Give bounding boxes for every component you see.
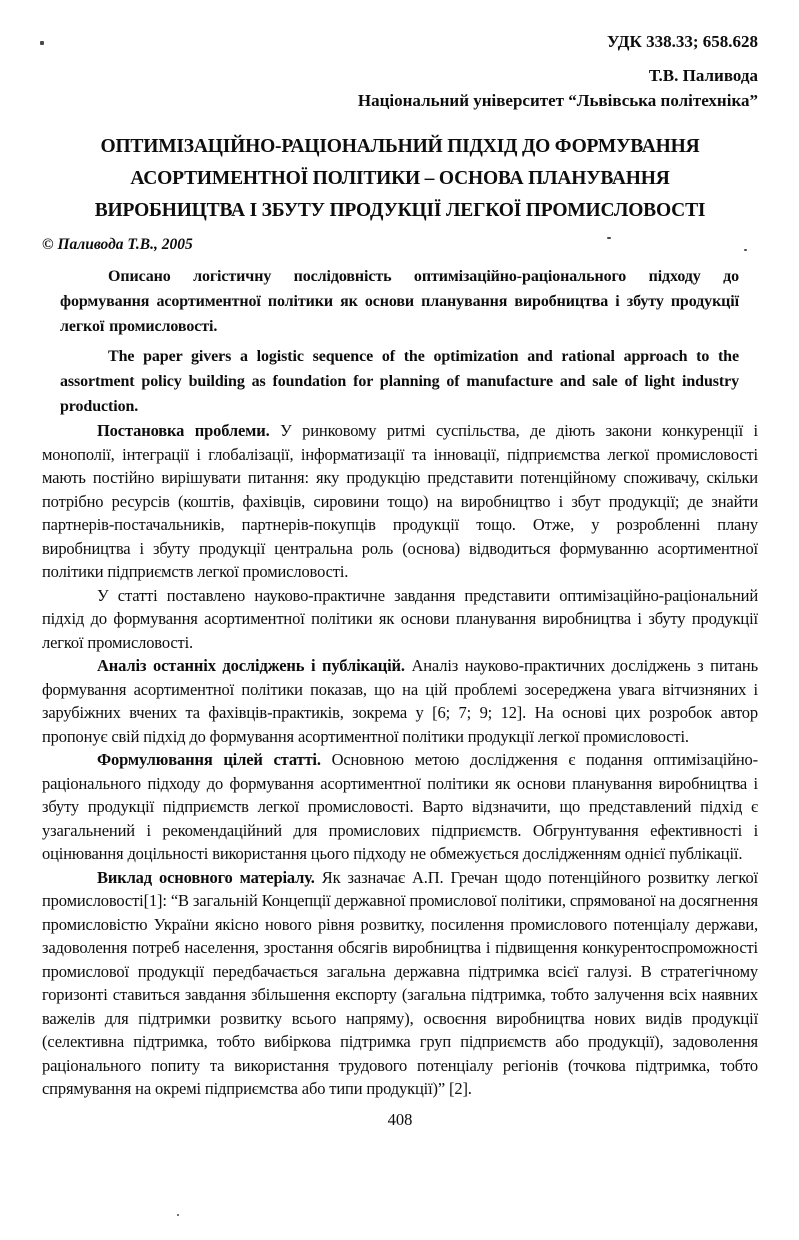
author-name: Т.В. Паливода <box>648 66 758 85</box>
page-number: 408 <box>387 1109 413 1129</box>
section-heading: Аналіз останніх досліджень і публікацій. <box>97 656 405 675</box>
paragraph-text: У ринковому ритмі суспільства, де діють закони конкуренції і монополії, інтеграції і глобалізації, інформатизації та інновації, підприємства легкої промисловості мають постійно вирішувати питання: яку продукцію представити потенційному споживачу, скільки потрібно ресурсів (коштів, фахівців, сировини тощо) на виробництво і збут продукції; де знайти партнерів-постачальників, партнерів-покупців продукції тощо. Отже, у розробленні плану виробництва і збуту продукції центральна роль (основа) відводиться формуванню асортиментної політики підприємств легкої промисловості. <box>42 421 758 581</box>
udc-code: УДК 338.33; 658.628 <box>607 32 758 51</box>
section-paragraph-goals <box>42 748 758 866</box>
paragraph-text: Як зазначає А.П. Гречан щодо потенційного розвитку легкої промисловості[1]: “В загальній Концепції державної промислової політики, спрямованої на досягнення промисловістю України якісно нового рівня розвитку, посилення промислового потенціалу держави, задоволення потреб населення, зростання обсягів виробництва і підвищення конкурентоспроможності промислової продукції передбачається загальна державна підтримка всієї галузі. В стратегічному горизонті ставиться завдання збільшення експорту (загальна підтримка, тобто залучення всіх наявних важелів для підтримки розвитку всього напряму), освоєння виробництва нових видів продукції (селективна підтримка, тобто вибіркова підтримка груп підприємств або продукції), задоволення раціонального попиту та використання трудового потенціалу регіонів (точкова підтримка, тобто спрямування на окремі підприємства або типи продукції)” [2]. <box>42 867 758 1098</box>
scan-speck <box>744 249 747 251</box>
scan-speck <box>177 1214 179 1216</box>
scan-speck <box>607 237 611 239</box>
copyright-notice: © Паливода Т.В., 2005 <box>42 236 193 253</box>
section-paragraph-analysis <box>42 654 758 748</box>
section-heading: Виклад основного матеріалу. <box>97 867 315 887</box>
abstract-ukrainian: Описано логістичну послідовність оптимізаційно-раціонального підходу до формування асортиментної політики як основи планування виробництва і збуту продукції легкої промисловості. <box>60 268 739 335</box>
paper-header <box>42 30 758 113</box>
affiliation: Національний університет “Львівська політехніка” <box>357 91 758 110</box>
scan-speck <box>40 41 44 45</box>
paper-title-line: АСОРТИМЕНТНОЇ ПОЛІТИКИ – ОСНОВА ПЛАНУВАННЯ <box>130 168 670 189</box>
section-paragraph-task <box>42 584 758 655</box>
section-paragraph-problem <box>42 419 758 584</box>
abstract-english: The paper givers a logistic sequence of the optimization and rational approach to the assortment policy building as foundation for planning of manufacture and sale of light industry production. <box>60 348 739 415</box>
paper-title <box>42 131 758 227</box>
section-heading: Формулювання цілей статті. <box>97 750 321 769</box>
paragraph-text: У статті поставлено науково-практичне завдання представити оптимізаційно-раціональний підхід до формування асортиментної політики як основи планування виробництва і збуту продукції легкої промисловості. <box>42 585 758 652</box>
section-paragraph-main-material <box>42 866 758 1101</box>
paragraph-text: Аналіз науково-практичних досліджень з питань формування асортиментної політики показав, що на цій проблемі зосереджена увага вітчизняних і зарубіжних вчених та фахівців-практиків, зокрема у [6; 7; 9; 12]. На основі цих розробок автор пропонує свій підхід до формування асортиментної політики продукції легкої промисловості. <box>42 656 758 746</box>
paragraph-text: Основною метою дослідження є подання оптимізаційно-раціонального підходу до формування асортиментної політики як основи планування виробництва і збуту продукції підприємств легкої промисловості. Варто відзначити, що представлений підхід є узагальнений і рекомендаційний для промислових підприємств. Обгрунтування ефективності і оцінювання доцільності використання цього підходу не обмежується дослідженням однієї публікації. <box>42 750 758 863</box>
paper-title-line: ОПТИМІЗАЦІЙНО-РАЦІОНАЛЬНИЙ ПІДХІД ДО ФОРМУВАННЯ <box>100 136 700 157</box>
section-heading: Постановка проблеми. <box>97 421 270 440</box>
paper-title-line: ВИРОБНИЦТВА І ЗБУТУ ПРОДУКЦІЇ ЛЕГКОЇ ПРОМИСЛОВОСТІ <box>94 200 706 221</box>
